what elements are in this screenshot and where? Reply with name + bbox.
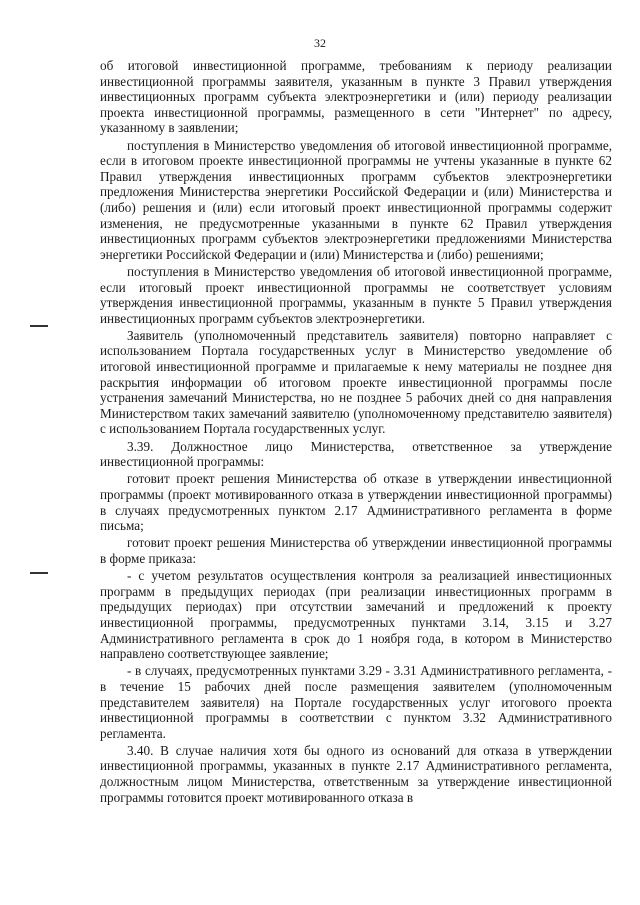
- paragraph: готовит проект решения Министерства об утверждении инвестиционной программы в форме приказа:: [100, 535, 612, 566]
- paragraph: - с учетом результатов осуществления контроля за реализацией инвестиционных программ в предыдущих периодах (при реализации инвестиционных программ в предыдущих периодах) при отсутствии замечаний и предложений к проекту инвестиционной программы, предусмотренных пунктами 3.14, 3.15 и 3.27 Административного регламента в срок до 1 ноября года, в котором в Министерство направлено соответствующее заявление;: [100, 568, 612, 662]
- paragraph: 3.40. В случае наличия хотя бы одного из оснований для отказа в утверждении инвестиционной программы, указанных в пункте 2.17 Административного регламента, должностным лицом Министерства, ответственным за утверждение инвестиционной программы готовится проект мотивированного отказа в: [100, 742, 612, 805]
- paragraph: 3.39. Должностное лицо Министерства, ответственное за утверждение инвестиционной программы:: [100, 438, 612, 470]
- margin-mark: [30, 325, 48, 327]
- paragraph: - в случаях, предусмотренных пунктами 3.29 - 3.31 Административного регламента, - в течение 15 рабочих дней после размещения заявителем (уполномоченным представителем заявителя) на Портале государственных услуг итогового проекта инвестиционной программы в соответствии с пунктом 3.32 Административного регламента.: [100, 663, 612, 741]
- paragraph: Заявитель (уполномоченный представитель заявителя) повторно направляет с использованием Портала государственных услуг в Министерство уведомление об итоговой инвестиционной программе и прилагаемые к нему материалы не позднее дня раскрытия информации об итоговом проекте инвестиционной программы после устранения замечаний Министерства, но не позднее 5 рабочих дней со дня направления Министерством таких замечаний заявителю (уполномоченному представителю заявителя) с использованием Портала государственных услуг.: [100, 327, 612, 437]
- paragraph: об итоговой инвестиционной программе, требованиям к периоду реализации инвестиционной программы заявителя, указанным в пункте 3 Правил утверждения инвестиционных программ субъекта электроэнергетики и (или) периоду реализации проекта инвестиционной программы, размещенного в сети "Интернет" по адресу, указанному в заявлении;: [100, 58, 612, 136]
- margin-mark: [30, 572, 48, 574]
- page-number: 32: [314, 36, 326, 50]
- paragraph: поступления в Министерство уведомления об итоговой инвестиционной программе, если в итоговом проекте инвестиционной программы не учтены указанные в пункте 62 Правил утверждения инвестиционных программ субъектов электроэнергетики предложения Министерства энергетики Российской Федерации и (или) Министерства и (либо) решения и (или) если итоговый проект инвестиционной программы содержит изменения, не предусмотренные указанными в пункте 62 Правил утверждения инвестиционных программ субъектов электроэнергетики предложениями Министерства энергетики Российской Федерации и (или) Министерства и (либо) решениями;: [100, 137, 612, 262]
- paragraph: готовит проект решения Министерства об отказе в утверждении инвестиционной программы (проект мотивированного отказа в утверждении инвестиционной программы) в случаях предусмотренных пунктом 2.17 Административного регламента в форме письма;: [100, 471, 612, 534]
- document-body: [100, 58, 612, 807]
- paragraph: поступления в Министерство уведомления об итоговой инвестиционной программе, если итоговый проект инвестиционной программы не соответствует условиям утверждения инвестиционной программы, указанным в пункте 5 Правил утверждения инвестиционных программ субъектов электроэнергетики.: [100, 263, 612, 326]
